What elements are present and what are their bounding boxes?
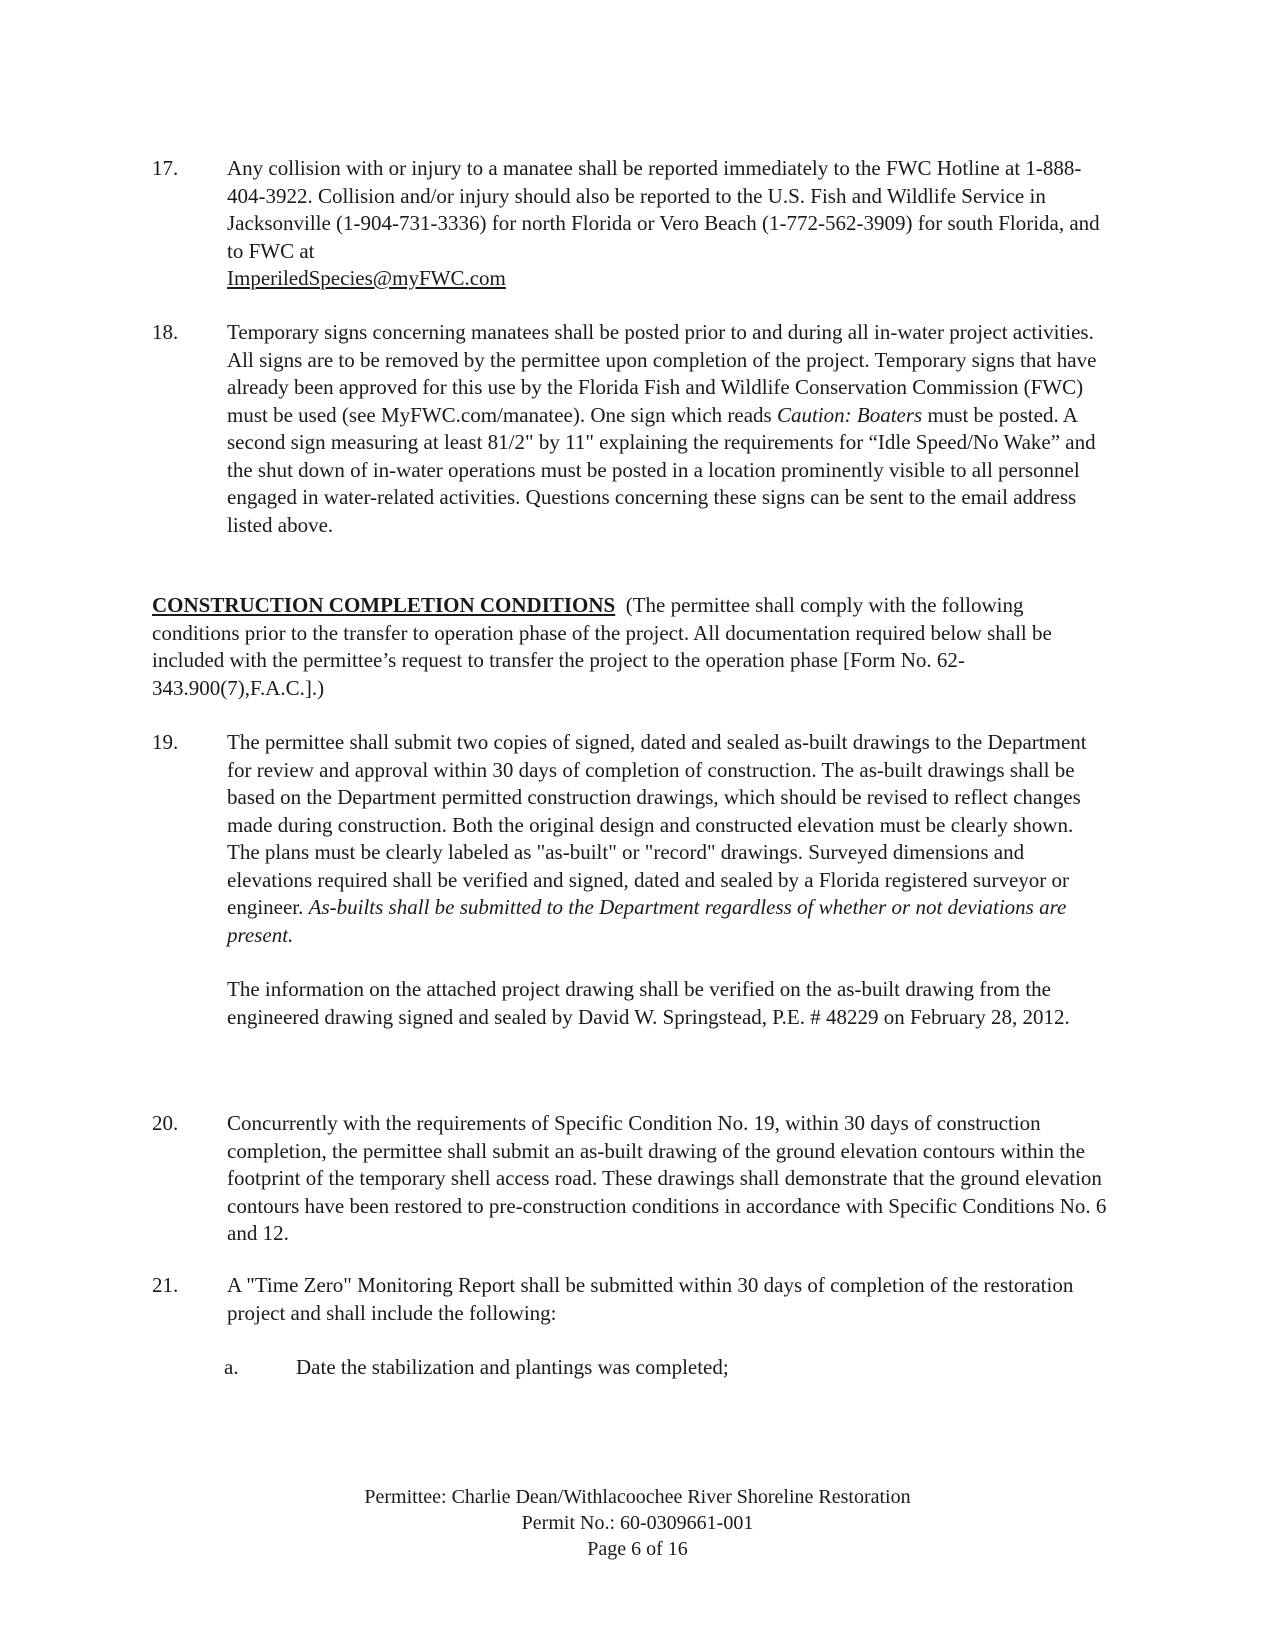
condition-18-text-end: must be posted. A second sign measuring at least 81/2" by 11" explaining the requirements for “Idle Speed/No Wake” and the shut down of in-water operations must be posted in a location prominently visible to all personnel engaged in water-related activities. Questions concerning these signs can be sent to the email address listed above.	[227, 402, 1096, 537]
email-link[interactable]: ImperiledSpecies@myFWC.com	[227, 266, 506, 290]
condition-20	[152, 1110, 1112, 1248]
footer-permittee: Permittee: Charlie Dean/Withlacoochee River Shoreline Restoration	[364, 1486, 911, 1508]
condition-number: 18.	[152, 320, 179, 344]
condition-text	[227, 319, 1107, 539]
condition-21-subitem-a	[224, 1354, 1104, 1382]
footer-permit-number: Permit No.: 60-0309661-001	[521, 1512, 754, 1534]
condition-text	[227, 1110, 1107, 1248]
condition-number: 21.	[152, 1273, 179, 1297]
construction-completion-section	[152, 592, 1072, 702]
condition-21-text: A "Time Zero" Monitoring Report shall be submitted within 30 days of completion of the restoration project and shall include the following:	[227, 1273, 1074, 1325]
condition-text	[227, 155, 1107, 293]
footer-page-number: Page 6 of 16	[587, 1538, 688, 1560]
condition-17-text: Any collision with or injury to a manatee shall be reported immediately to the FWC Hotline at 1-888-404-3922. Collision and/or injury should also be reported to the U.S. Fish and Wildlife Service in Jacksonville (1-904-731-3336) for north Florida or Vero Beach (1-772-562-3909) for south Florida, and to FWC at	[227, 156, 1100, 263]
condition-text	[227, 729, 1107, 1031]
condition-number: 19.	[152, 730, 179, 754]
condition-text	[227, 1272, 1107, 1327]
condition-number: 17.	[152, 156, 179, 180]
condition-20-text: Concurrently with the requirements of Specific Condition No. 19, within 30 days of construction completion, the permittee shall submit an as-built drawing of the ground elevation contours within the footprint of the temporary shell access road. These drawings shall demonstrate that the ground elevation contours have been restored to pre-construction conditions in accordance with Specific Conditions No. 6 and 12.	[227, 1111, 1107, 1245]
subitem-text: Date the stabilization and plantings was completed;	[296, 1355, 729, 1379]
condition-18-text-start: Temporary signs concerning manatees shall be posted prior to and during all in-water project activities. All signs are to be removed by the permittee upon completion of the project. Temporary signs that have already been approved for this use by the Florida Fish and Wildlife Conservation Commission (FWC) must be used (see MyFWC.com/manatee). One sign which reads	[227, 320, 1097, 427]
section-intro-text: (The permittee shall comply with the following conditions prior to the transfer to operation phase of the project. All documentation required below shall be included with the permittee’s request to transfer the project to the operation phase [Form No. 62-343.900(7),F.A.C.].)	[152, 593, 1052, 700]
subitem-letter: a.	[224, 1355, 239, 1379]
condition-21	[152, 1272, 1112, 1327]
caution-boaters-sign-text: Caution: Boaters	[776, 402, 923, 427]
condition-19-italic-text: As-builts shall be submitted to the Department regardless of whether or not deviations are present.	[227, 895, 1067, 947]
page-footer	[0, 1484, 1275, 1562]
condition-17	[152, 155, 1112, 293]
condition-number: 20.	[152, 1111, 179, 1135]
condition-18	[152, 319, 1112, 539]
condition-19-text: The permittee shall submit two copies of signed, dated and sealed as-built drawings to the Department for review and approval within 30 days of completion of construction. The as-built drawings shall be based on the Department permitted construction drawings, which should be revised to reflect changes made during construction. Both the original design and constructed elevation must be clearly shown. The plans must be clearly labeled as "as-built" or "record" drawings. Surveyed dimensions and elevations required shall be verified and signed, dated and sealed by a Florida registered surveyor or engineer.	[227, 730, 1087, 919]
section-heading: CONSTRUCTION COMPLETION CONDITIONS	[152, 593, 616, 617]
condition-19-paragraph-2: The information on the attached project drawing shall be verified on the as-built drawing from the engineered drawing signed and sealed by David W. Springstead, P.E. # 48229 on February 28, 2012.	[227, 977, 1070, 1029]
condition-19	[152, 729, 1112, 1031]
